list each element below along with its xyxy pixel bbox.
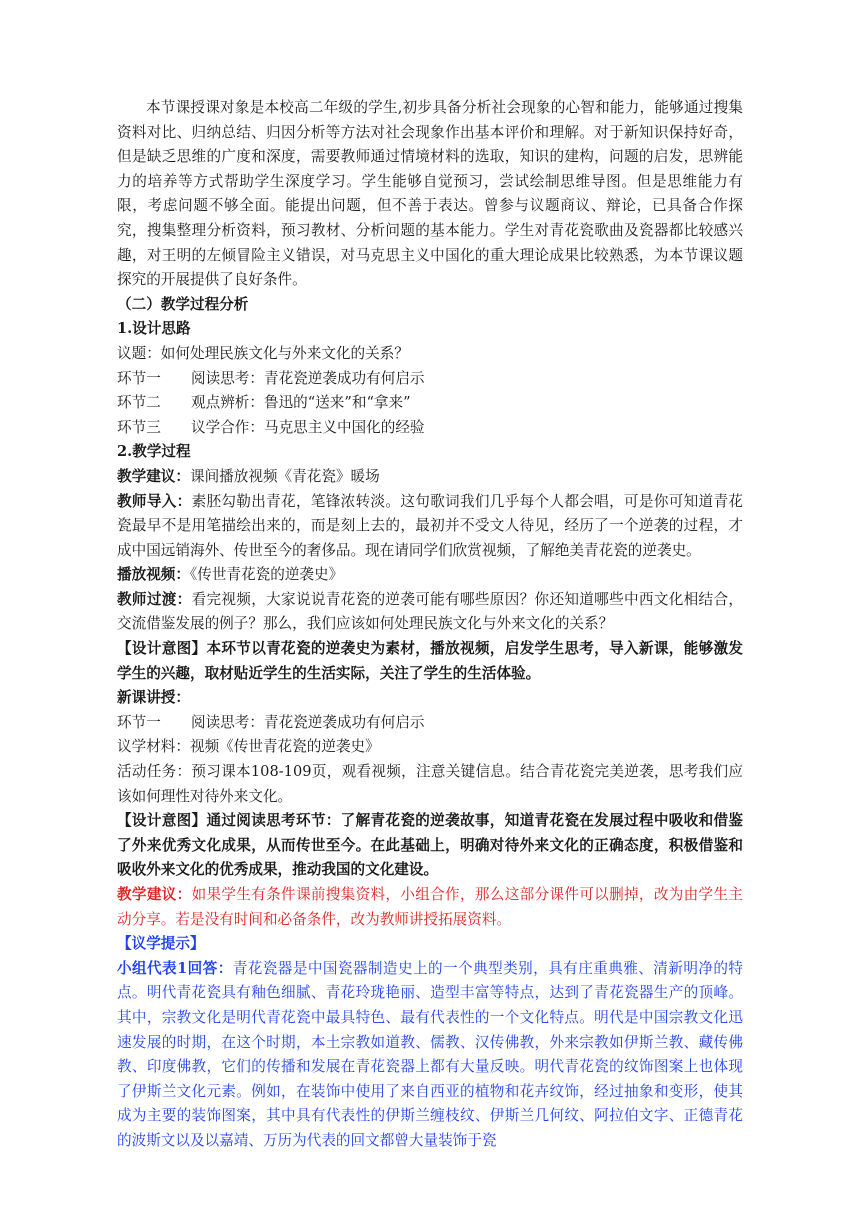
process-heading: 2.教学过程	[117, 443, 191, 461]
activity-task: 活动任务：预习课本108-109页，观看视频，注意关键信息。结合青花瓷完美逆袭，思考我们应该如何理性对待外来文化。	[117, 763, 743, 805]
teacher-lead-in	[117, 490, 743, 564]
new-lesson-heading: 新课讲授：	[117, 689, 190, 707]
step-label: 环节三	[117, 418, 161, 436]
step-text: 议学合作：马克思主义中国化的经验	[191, 418, 425, 436]
play-video	[117, 563, 743, 588]
teaching-suggestion-2	[117, 883, 743, 932]
label: 教师过渡：	[117, 590, 192, 608]
step-line-3	[117, 416, 743, 441]
step-label: 环节二	[117, 394, 161, 412]
teaching-suggestion-1	[117, 465, 743, 490]
section-heading: （二）教学过程分析	[117, 295, 249, 313]
label: 播放视频：	[117, 566, 190, 584]
document-page	[117, 96, 743, 1154]
step-label: 环节一	[117, 369, 161, 387]
discussion-hint-heading: 【议学提示】	[117, 935, 205, 953]
design-intent-2: 【设计意图】通过阅读思考环节：了解青花瓷的逆袭故事，知道青花瓷在发展过程中吸收和借鉴了外来优秀文化成果，从而传世至今。在此基础上，明确对待外来文化的正确态度，积极借鉴和吸收外来文化的优秀成果，推动我国的文化建设。	[117, 812, 743, 879]
intro-paragraph: 本节课授课对象是本校高二年级的学生,初步具备分析社会现象的心智和能力，能够通过搜集资料对比、归纳总结、归因分析等方法对社会现象作出基本评价和理解。对于新知识保持好奇，但是缺乏思维的广度和深度，需要教师通过情境材料的选取，知识的建构，问题的启发，思辨能力的培养等方式帮助学生深度学习。学生能够自觉预习，尝试绘制思维导图。但是思维能力有限，考虑问题不够全面。能提出问题，但不善于表达。曾参与议题商议、辩论，已具备合作探究，搜集整理分析资料，预习教材、分析问题的基本能力。学生对青花瓷歌曲及瓷器都比较感兴趣，对王明的左倾冒险主义错误，对马克思主义中国化的重大理论成果比较熟悉，为本节课议题探究的开展提供了良好条件。	[117, 99, 743, 289]
step-text: 阅读思考：青花瓷逆袭成功有何启示	[191, 369, 425, 387]
text: 如果学生有条件课前搜集资料，小组合作，那么这部分课件可以删掉，改为由学生主动分享。若是没有时间和必备条件，改为教师讲授拓展资料。	[117, 886, 743, 928]
teacher-transition	[117, 588, 743, 637]
label: 教学建议：	[117, 467, 190, 485]
design-heading: 1.设计思路	[117, 320, 191, 338]
text: 青花瓷器是中国瓷器制造史上的一个典型类别，具有庄重典雅、清新明净的特点。明代青花瓷具有釉色细腻、青花玲珑艳丽、造型丰富等特点，达到了青花瓷器生产的顶峰。其中，宗教文化是明代青花瓷中最具特色、最有代表性的一个文化特点。明代是中国宗教文化迅速发展的时期，在这个时期，本土宗教如道教、儒教、汉传佛教，外来宗教如伊斯兰教、藏传佛教、印度佛教，它们的传播和发展在青花瓷器上都有大量反映。明代青花瓷的纹饰图案上也体现了伊斯兰文化元素。例如，在装饰中使用了来自西亚的植物和花卉纹饰，经过抽象和变形，使其成为主要的装饰图案，其中具有代表性的伊斯兰缠枝纹、伊斯兰几何纹、阿拉伯文字、正德青花的波斯文以及以嘉靖、万历为代表的回文都曾大量装饰于瓷	[117, 959, 743, 1149]
step-text: 阅读思考：青花瓷逆袭成功有何启示	[191, 713, 425, 731]
group-answer-1	[117, 957, 743, 1154]
text: 课间播放视频《青花瓷》暖场	[189, 467, 380, 485]
learning-material: 议学材料：视频《传世青花瓷的逆袭史》	[117, 738, 380, 756]
new-lesson-step-1	[117, 711, 743, 736]
step-line-2	[117, 391, 743, 416]
step-label: 环节一	[117, 713, 161, 731]
step-text: 观点辨析：鲁迅的“送来”和“拿来”	[191, 394, 411, 412]
label: 教师导入：	[117, 492, 192, 510]
text: 《传世青花瓷的逆袭史》	[189, 566, 344, 584]
text: 素胚勾勒出青花，笔锋浓转淡。这句歌词我们几乎每个人都会唱，可是你可知道青花瓷最早不是用笔描绘出来的，而是刻上去的，最初并不受文人待见，经历了一个逆袭的过程，才成中国远销海外、传世至今的奢侈品。现在请同学们欣赏视频，了解绝美青花瓷的逆袭史。	[117, 492, 743, 559]
design-intent-1: 【设计意图】本环节以青花瓷的逆袭史为素材，播放视频，启发学生思考，导入新课，能够激发学生的兴趣，取材贴近学生的生活实际，关注了学生的生活体验。	[117, 640, 743, 682]
label: 小组代表1回答：	[117, 959, 233, 977]
topic-line: 议题：如何处理民族文化与外来文化的关系？	[117, 344, 409, 362]
label: 教学建议：	[117, 886, 192, 903]
step-line-1	[117, 367, 743, 392]
text: 看完视频，大家说说青花瓷的逆袭可能有哪些原因？你还知道哪些中西文化相结合，交流借鉴发展的例子？那么，我们应该如何处理民族文化与外来文化的关系？	[117, 590, 743, 633]
